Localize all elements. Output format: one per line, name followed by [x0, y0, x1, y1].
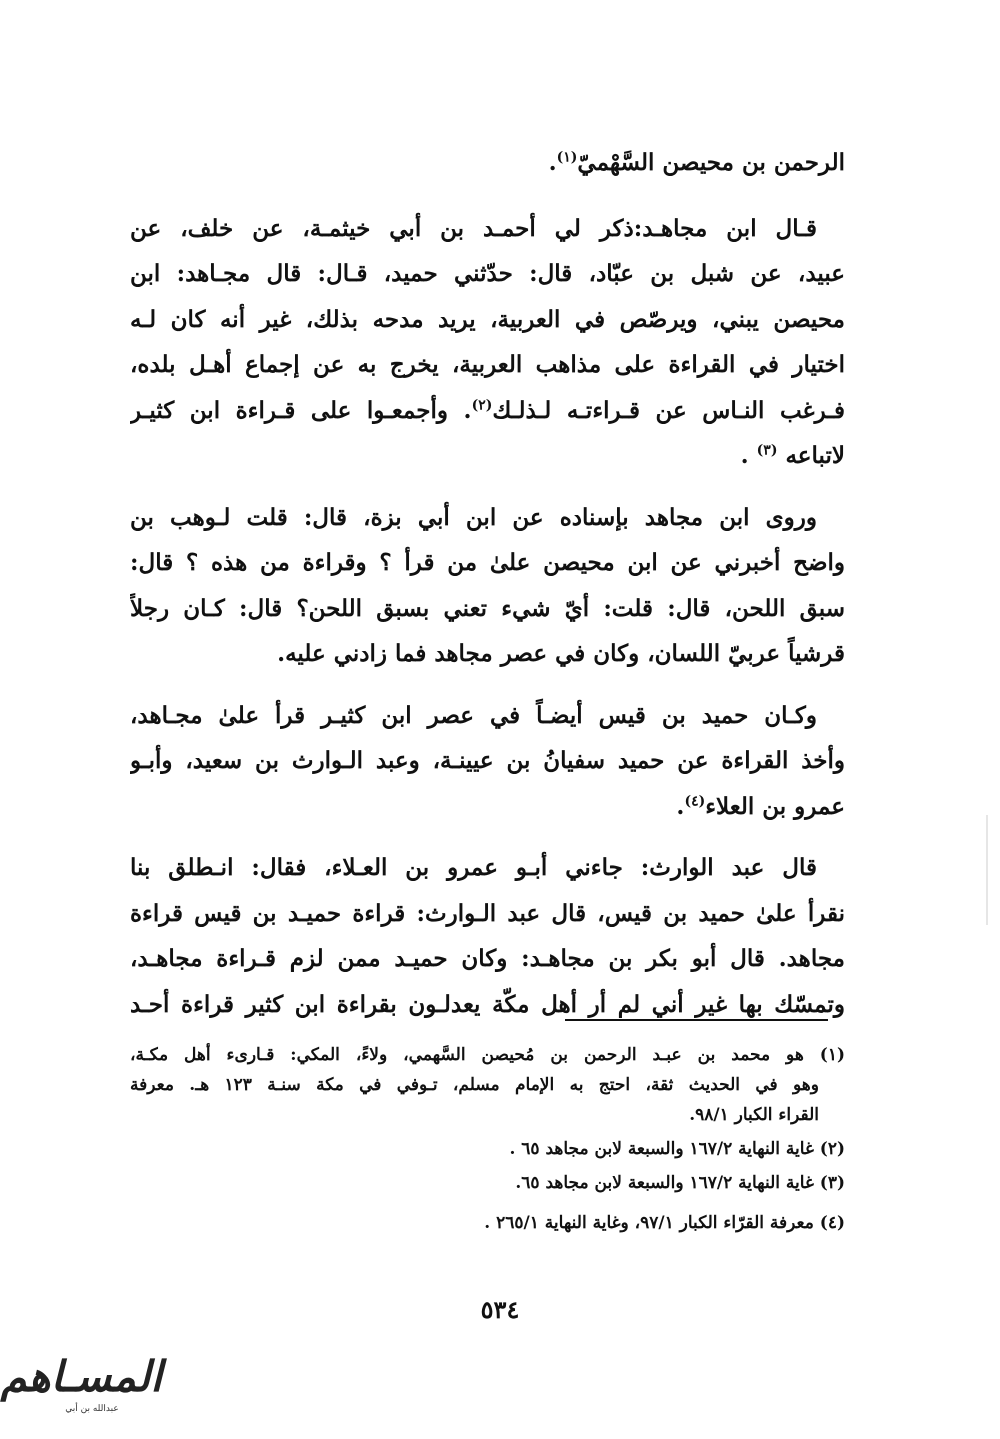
paragraph-continued: [130, 140, 845, 186]
text-line: وأخذ القراءة عن حميد سفيانُ بن عيينـة، وعبد الـوارث بن سعيد، وأبـو: [130, 747, 845, 774]
footnote-ref: (١): [556, 149, 578, 166]
text-line: عبيد، عن شبل بن عبّاد، قال: حدّثني حميد، قـال: قال مجـاهد: ابن: [130, 260, 845, 287]
footnote-3: (٣) غاية النهاية ١٦٧/٢ والسبعة لابن مجاهد ٦٥.: [515, 1173, 845, 1193]
text-line: قال عبد الوارث: جاءني أبـو عمرو بن العـلاء، فقال: انـطلق بنا: [130, 854, 817, 881]
text-line: الرحمن بن محيصن السَّهْميّ$^{(١)}$.: [548, 149, 845, 176]
logo-calligraphy: المسـاهم: [0, 1352, 162, 1401]
publisher-logo: [0, 1352, 162, 1422]
text-line: وكـان حميد بن قيس أيضـاً في عصر ابن كثيـر قرأ علىٰ مجـاهد،: [130, 701, 817, 729]
text-line: وتمسّك بها غير أني لم أر أهل مكّة يعدلـون بقراءة ابن كثير قراءة أحـد: [130, 990, 845, 1018]
scan-margin-mark: [986, 815, 988, 925]
footnote-1-line: وهو في الحديث ثقة، احتج به الإمام مسلم، تـوفي في مكة سنـة ١٢٣ هـ. معرفة: [130, 1075, 819, 1095]
page-number: ٥٣٤: [480, 1295, 520, 1324]
text-line: اختيار في القراءة على مذاهب العربية، يخرج به عن إجماع أهـل بلده،: [130, 351, 845, 378]
footnote-1-line: القراء الكبار ٩٨/١.: [689, 1105, 819, 1125]
text-line: قرشياً عربيّ اللسان، وكان في عصر مجاهد فما زادني عليه.: [277, 640, 845, 667]
text-line: لاتباعه $^{(٣)}$ .: [740, 442, 845, 469]
text-line: فـرغب النـاس عن قـراءتـه لـذلـك$^{(٢)}$. وأجمعـوا على قـراءة ابن كثيـر: [130, 396, 845, 424]
footnote-2: (٢) غاية النهاية ١٦٧/٢ والسبعة لابن مجاهد ٦٥ .: [509, 1139, 845, 1159]
footnote-ref: (٣): [756, 442, 778, 459]
paragraph-humaid: [130, 693, 845, 830]
footnote-1-line: (١) هو محمد بن عبـد الرحمن بن مُحيصن السَّهمي، ولاءً، المكي: قـارىء أهل مكـة،: [130, 1045, 845, 1065]
text-line: واضح أخبرني عن ابن محيصن علىٰ من قرأ ؟ وقراءة من هذه ؟ قال:: [130, 549, 845, 576]
footnote-4: (٤) معرفة القرّاء الكبار ٩٧/١، وغاية النهاية ٢٦٥/١ .: [484, 1213, 845, 1233]
text-line: مجاهد. قال أبو بكر بن مجاهـد: وكان حميـد ممن لزم قـراءة مجاهـد،: [130, 945, 845, 972]
text-line: وروى ابن مجاهد بإسناده عن ابن أبي بزة، قال: قلت لـوهب بن: [130, 503, 817, 531]
logo-subtext: عبدالله بن أبي: [65, 1404, 119, 1414]
text-line: نقرأ علىٰ حميد بن قيس، قال عبد الـوارث: قراءة حميـد بن قيس قراءة: [130, 899, 845, 927]
text-line: محيصن يبني، ويرصّص في العربية، يريد مدحه بذلك، غير أنه كان لـه: [130, 305, 845, 333]
text-line: قـال ابن مجاهـد:ذكر لي أحمـد بن أبي خيثمـة، عن خلف، عن: [130, 214, 817, 242]
paragraph-abd-al-warith: [130, 845, 845, 1027]
footnotes: [130, 1040, 845, 1238]
text-line: سبق اللحن، قال: قلت: أيّ شيء تعني بسبق اللحن؟ قال: كـان رجلاً: [130, 594, 845, 622]
paragraph-ibn-mujahid: [130, 206, 845, 479]
footnote-divider: [565, 1019, 828, 1021]
footnote-ref: (٢): [471, 396, 493, 413]
text-line: عمرو بن العلاء$^{(٤)}$.: [676, 792, 845, 820]
footnote-ref: (٤): [684, 792, 706, 809]
paragraph-ibn-abi-bazza: [130, 495, 845, 677]
main-text: [130, 140, 845, 1027]
